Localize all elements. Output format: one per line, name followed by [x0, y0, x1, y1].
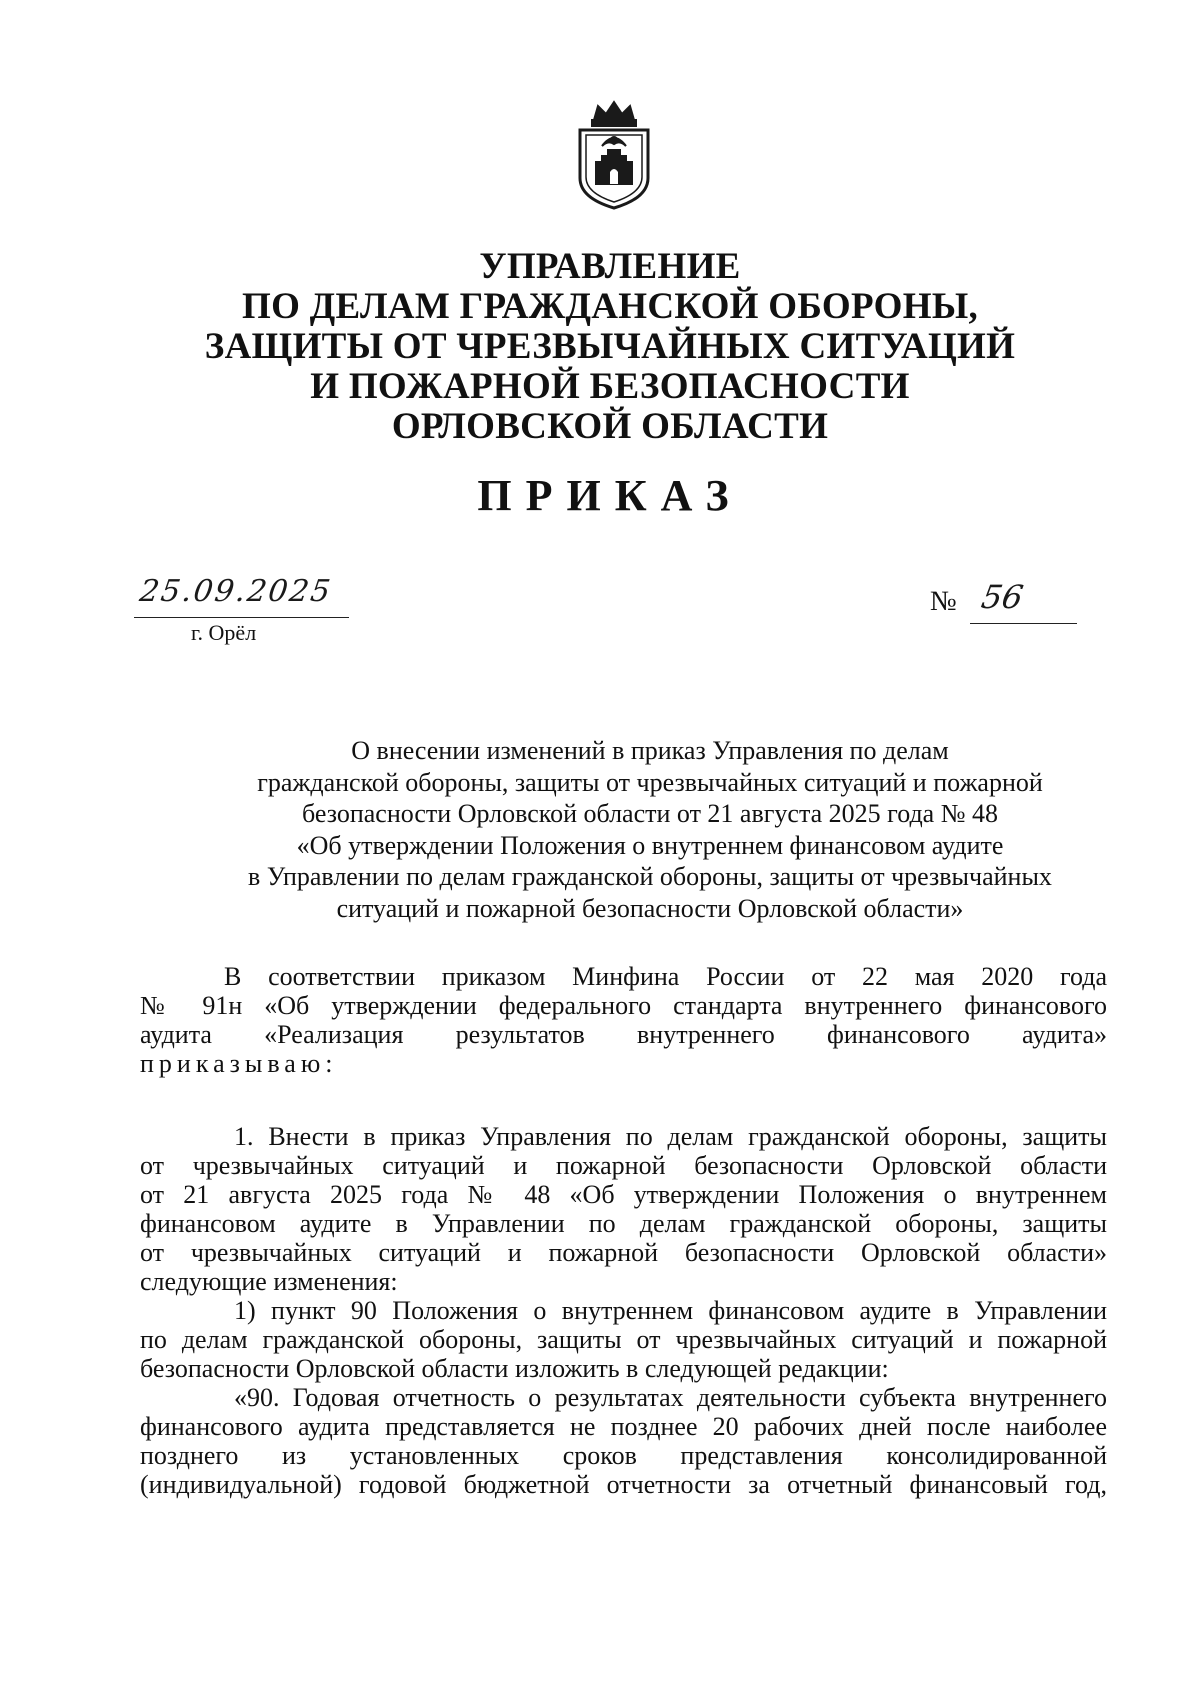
org-line: ПО ДЕЛАМ ГРАЖДАНСКОЙ ОБОРОНЫ, — [241, 286, 979, 327]
number-label: № — [930, 586, 957, 617]
body-line: финансового аудита представляется не позднее 20 рабочих дней после наиболее — [140, 1412, 1107, 1441]
body-line: В соответствии приказом Минфина России от 22 мая 2020 года — [224, 962, 1107, 991]
body-line: от 21 августа 2025 года № 48 «Об утверждении Положения о внутреннем — [140, 1180, 1107, 1209]
subject-line: гражданской обороны, защиты от чрезвычайных ситуаций и пожарной — [257, 767, 1043, 797]
body-line: 1) пункт 90 Положения о внутреннем финансовом аудите в Управлении — [234, 1296, 1107, 1325]
subject-line: в Управлении по делам гражданской обороны, защиты от чрезвычайных — [248, 862, 1052, 891]
body-line: «90. Годовая отчетность о результатах деятельности субъекта внутреннего — [234, 1383, 1107, 1412]
org-line: И ПОЖАРНОЙ БЕЗОПАСНОСТИ — [310, 366, 910, 407]
body-line: позднего из установленных сроков представления консолидированной — [140, 1441, 1107, 1470]
subject-line: безопасности Орловской области от 21 августа 2025 года № 48 — [301, 799, 999, 828]
org-line: ЗАЩИТЫ ОТ ЧРЕЗВЫЧАЙНЫХ СИТУАЦИЙ — [204, 326, 1016, 367]
handwritten-date: 25.09.2025 — [137, 574, 335, 609]
body-line: следующие изменения: — [140, 1267, 398, 1296]
body-line: по делам гражданской обороны, защиты от чрезвычайных ситуаций и пожарной — [140, 1325, 1107, 1354]
organization-name — [150, 247, 1070, 447]
body-line: 1. Внести в приказ Управления по делам гражданской обороны, защиты — [234, 1122, 1107, 1151]
document-type-title: ПРИКАЗ — [477, 471, 743, 520]
subject-line: ситуаций и пожарной безопасности Орловской области» — [336, 893, 964, 923]
order-items — [140, 1122, 1107, 1499]
order-verb: приказываю: — [140, 1049, 338, 1078]
date-underline — [134, 617, 349, 618]
city-label: г. Орёл — [191, 620, 257, 645]
preamble-paragraph — [140, 962, 1107, 1078]
body-line: от чрезвычайных ситуаций и пожарной безопасности Орловской области» — [140, 1238, 1107, 1267]
body-line: от чрезвычайных ситуаций и пожарной безопасности Орловской области — [140, 1151, 1107, 1180]
body-line: финансовом аудите в Управлении по делам гражданской обороны, защиты — [140, 1209, 1107, 1238]
order-subject — [200, 735, 1100, 924]
body-line: безопасности Орловской области изложить в следующей редакции: — [140, 1354, 889, 1383]
handwritten-number: 56 — [978, 578, 1027, 616]
subject-line: «Об утверждении Положения о внутреннем финансовом аудите — [296, 830, 1004, 860]
body-line: аудита «Реализация результатов внутреннего финансового аудита» — [140, 1020, 1107, 1049]
number-underline — [970, 623, 1077, 624]
subject-line: О внесении изменений в приказ Управления по делам — [351, 736, 949, 765]
org-line: ОРЛОВСКОЙ ОБЛАСТИ — [391, 406, 829, 447]
body-line: № 91н «Об утверждении федерального стандарта внутреннего финансового — [140, 991, 1107, 1020]
coat-of-arms-emblem — [572, 100, 656, 210]
org-line: УПРАВЛЕНИЕ — [479, 246, 741, 287]
body-line: (индивидуальной) годовой бюджетной отчетности за отчетный финансовый год, — [140, 1470, 1107, 1499]
